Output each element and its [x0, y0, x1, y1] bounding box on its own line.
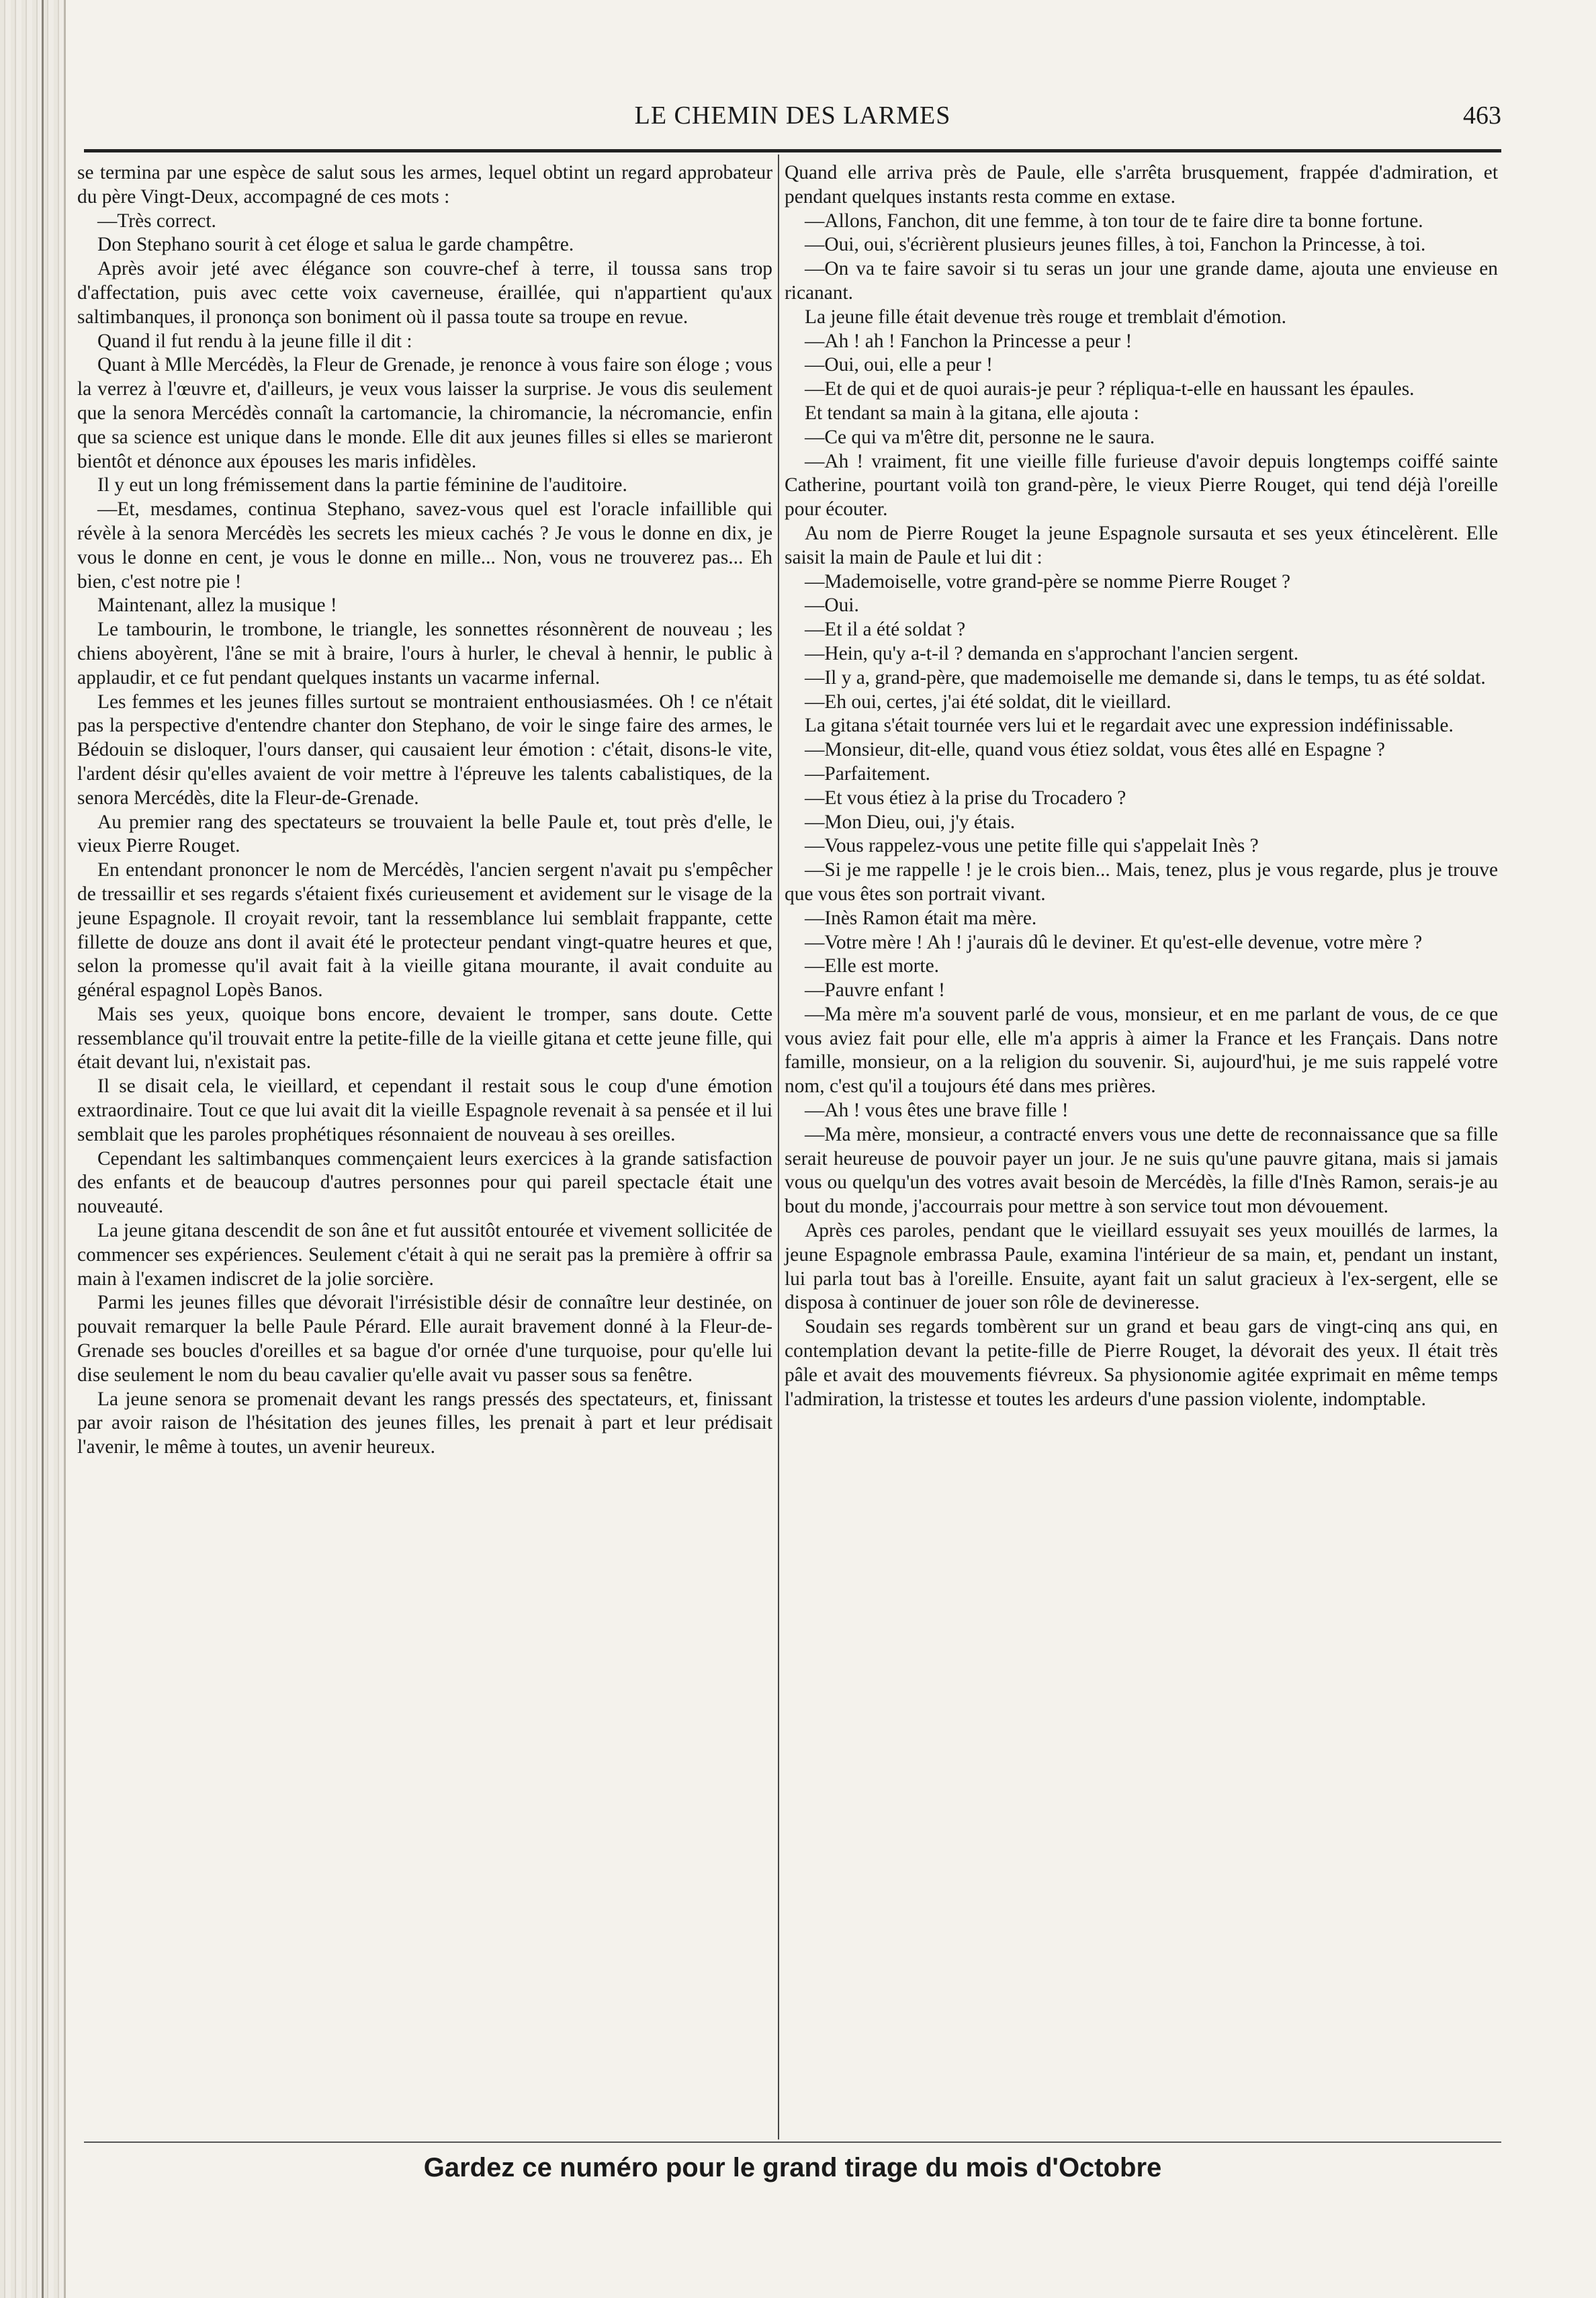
paragraph: —Allons, Fanchon, dit une femme, à ton tour de te faire dire ta bonne fortune.	[805, 210, 1423, 232]
paragraph: —Ah ! ah ! Fanchon la Princesse a peur !	[805, 330, 1133, 352]
paragraph: —On va te faire savoir si tu seras un jour une grande dame, ajouta une envieuse en ricanant.	[785, 258, 1498, 304]
paragraph: —Il y a, grand-père, que mademoiselle me demande si, dans le temps, tu as été soldat.	[805, 666, 1486, 689]
paragraph: —Pauvre enfant !	[805, 979, 945, 1002]
paragraph: Au premier rang des spectateurs se trouvaient la belle Paule et, tout près d'elle, le vieux Pierre Rouget.	[77, 811, 772, 857]
paragraph: —Ah ! vous êtes une brave fille !	[805, 1100, 1069, 1122]
running-title: LE CHEMIN DES LARMES	[634, 101, 951, 130]
footer-notice: Gardez ce numéro pour le grand tirage du mois d'Octobre	[423, 2153, 1162, 2182]
paragraph: Il se disait cela, le vieillard, et cependant il restait sous le coup d'une émotion extraordinaire. Tout ce que lui avait dit la vieille Espagnole revenait à sa pensée et il lui semblait que les paroles prophétiques résonnaient de nouveau à ses oreilles.	[77, 1075, 772, 1145]
paragraph: Le tambourin, le trombone, le triangle, les sonnettes résonnèrent de nouveau ; les chiens aboyèrent, l'âne se mit à braire, l'ours à hurler, le cheval à hennir, le public à applaudir, et ce fut pendant quelques instants un vacarme infernal.	[77, 619, 772, 689]
paragraph: Quant à Mlle Mercédès, la Fleur de Grenade, je renonce à vous faire son éloge ; vous la verrez à l'œuvre et, d'ailleurs, je veux vous laisser la surprise. Je vous dis seulement que la senora Mercédès connaît la cartomancie, la chiromancie, la nécromancie, enfin que sa science est unique dans le monde. Elle dit aux jeunes filles si elles se marieront bientôt et dénonce aux épouses les maris infidèles.	[77, 354, 772, 472]
paragraph: —Ah ! vraiment, fit une vieille fille furieuse d'avoir depuis longtemps coiffé sainte Catherine, pourtant voilà ton grand-père, le vieux Pierre Rouget, qui tend déjà l'oreille pour écouter.	[785, 450, 1498, 521]
page-binding-edge	[0, 0, 66, 2298]
paragraph: —Vous rappelez-vous une petite fille qui s'appelait Inès ?	[805, 835, 1259, 857]
paragraph: Quand il fut rendu à la jeune fille il dit :	[97, 330, 412, 352]
paragraph: se termina par une espèce de salut sous les armes, lequel obtint un regard approbateur du père Vingt-Deux, accompagné de ces mots :	[77, 162, 772, 208]
paragraph: —Monsieur, dit-elle, quand vous étiez soldat, vous êtes allé en Espagne ?	[805, 739, 1385, 761]
paragraph: —Ce qui va m'être dit, personne ne le saura.	[805, 426, 1155, 448]
paragraph: —Parfaitement.	[805, 762, 930, 785]
paragraph: —Eh oui, certes, j'ai été soldat, dit le vieillard.	[805, 691, 1171, 713]
paragraph: —Et il a été soldat ?	[805, 619, 966, 641]
header-rule	[84, 149, 1501, 152]
paragraph: —Votre mère ! Ah ! j'aurais dû le deviner. Et qu'est-elle devenue, votre mère ?	[805, 931, 1423, 953]
paragraph: —Oui.	[805, 594, 859, 617]
paragraph: —Et, mesdames, continua Stephano, savez-vous quel est l'oracle infaillible qui révèle à la senora Mercédès les secrets les mieux cachés ? Je vous le donne en dix, je vous le donne en cent, je vous le donne en mille... Non, vous ne trouverez pas... Eh bien, c'est notre pie !	[77, 498, 772, 592]
paragraph: Mais ses yeux, quoique bons encore, devaient le tromper, sans doute. Cette ressemblance qu'il trouvait entre la petite-fille de la vieille gitana et cette jeune fille, qui était devant lui, n'existait pas.	[77, 1003, 772, 1073]
page-header	[84, 101, 1501, 141]
paragraph: La jeune gitana descendit de son âne et fut aussitôt entourée et vivement sollicitée de commencer ses expériences. Seulement c'était à qui ne serait pas la première à offrir sa main à l'examen indiscret de la jolie sorcière.	[77, 1220, 772, 1290]
paragraph: Après ces paroles, pendant que le vieillard essuyait ses yeux mouillés de larmes, la jeune Espagnole embrassa Paule, examina l'intérieur de sa main, et, pendant un instant, lui parla tout bas à l'oreille. Ensuite, ayant fait un salut gracieux à l'ex-sergent, elle se disposa à continuer de jouer son rôle de devineresse.	[785, 1220, 1498, 1314]
paragraph: —Très correct.	[97, 210, 216, 232]
paragraph: Parmi les jeunes filles que dévorait l'irrésistible désir de connaître leur destinée, on pouvait remarquer la belle Paule Pérard. Elle aurait bravement donné à la Fleur-de-Grenade ses boucles d'oreilles et sa bague d'or ornée d'une turquoise, pour qu'elle lui dise seulement le nom du beau cavalier qu'elle avait vu passer sous sa fenêtre.	[77, 1292, 772, 1386]
paragraph: —Et de qui et de quoi aurais-je peur ? répliqua-t-elle en haussant les épaules.	[805, 378, 1415, 400]
left-text-column	[77, 161, 772, 1460]
paragraph: Au nom de Pierre Rouget la jeune Espagnole sursauta et ses yeux étincelèrent. Elle saisit la main de Paule et lui dit :	[785, 522, 1498, 568]
paragraph: Après avoir jeté avec élégance son couvre-chef à terre, il toussa sans trop d'affectation, puis avec cette voix caverneuse, éraillée, qui n'appartient qu'aux saltimbanques, il prononça son boniment où il passa toute sa troupe en revue.	[77, 258, 772, 328]
paragraph: —Ma mère, monsieur, a contracté envers vous une dette de reconnaissance que sa fille serait heureuse de pouvoir payer un jour. Je ne suis qu'une pauvre gitana, mais si jamais vous ou quelqu'un des votres avait besoin de Mercédès, la fille d'Inès Ramon, serais-je au bout du monde, j'accourrais pour mettre à son service tout mon dévouement.	[785, 1123, 1498, 1218]
right-text-column	[785, 161, 1498, 1411]
paragraph: —Mademoiselle, votre grand-père se nomme Pierre Rouget ?	[805, 570, 1291, 592]
paragraph: —Ma mère m'a souvent parlé de vous, monsieur, et en me parlant de vous, de ce que vous aviez fait pour elle, elle m'a appris à aimer la France et les Français. Dans notre famille, monsieur, on a la religion du souvenir. Si, aujourd'hui, je me suis rappelé votre nom, c'est qu'il a toujours été dans mes prières.	[785, 1003, 1498, 1098]
paragraph: Les femmes et les jeunes filles surtout se montraient enthousiasmées. Oh ! ce n'était pas la perspective d'entendre chanter don Stephano, de voir le singe faire des armes, le Bédouin se disloquer, l'ours danser, qui causaient leur émotion : c'était, disons-le vite, l'ardent désir qu'elles avaient de voir mettre à l'épreuve les talents cabalistiques, de la senora Mercédès, dite la Fleur-de-Grenade.	[77, 691, 772, 809]
paragraph: Maintenant, allez la musique !	[97, 594, 337, 617]
paragraph: Don Stephano sourit à cet éloge et salua le garde champêtre.	[97, 234, 574, 256]
paragraph: —Inès Ramon était ma mère.	[805, 907, 1037, 929]
footer-rule	[84, 2141, 1501, 2143]
paragraph: Quand elle arriva près de Paule, elle s'arrêta brusquement, frappée d'admiration, et pendant quelques instants resta comme en extase.	[785, 162, 1498, 208]
paragraph: La jeune senora se promenait devant les rangs pressés des spectateurs, et, finissant par avoir raison de l'hésitation des jeunes filles, les prenait à part et leur prédisait l'avenir, le même à toutes, un avenir heureux.	[77, 1388, 772, 1458]
paragraph: Cependant les saltimbanques commençaient leurs exercices à la grande satisfaction des enfants et de beaucoup d'autres personnes pour qui pareil spectacle était une nouveauté.	[77, 1147, 772, 1218]
column-divider	[778, 154, 779, 2139]
paragraph: —Elle est morte.	[805, 955, 939, 977]
paragraph: Soudain ses regards tombèrent sur un grand et beau gars de vingt-cinq ans qui, en contemplation devant la petite-fille de Pierre Rouget, la dévorait des yeux. Il était très pâle et avait des mouvements fiévreux. Sa physionomie agitée exprimait en même temps l'admiration, la tristesse et toutes les ardeurs d'une passion violente, indomptable.	[785, 1316, 1498, 1410]
paragraph: Et tendant sa main à la gitana, elle ajouta :	[805, 402, 1139, 424]
paragraph: La gitana s'était tournée vers lui et le regardait avec une expression indéfinissable.	[805, 715, 1454, 737]
paragraph: En entendant prononcer le nom de Mercédès, l'ancien sergent n'avait pu s'empêcher de tressaillir et ses regards s'étaient fixés curieusement et avidement sur le visage de la jeune Espagnole. Il croyait revoir, tant la ressemblance lui semblait frappante, cette fillette de douze ans dont il avait été le protecteur pendant vingt-quatre heures et que, selon la promesse qu'il avait fait à la vieille gitana mourante, il avait conduite au général espagnol Lopès Banos.	[77, 859, 772, 1002]
paragraph: —Oui, oui, elle a peur !	[805, 354, 993, 376]
paragraph: —Et vous étiez à la prise du Trocadero ?	[805, 787, 1126, 809]
page-number: 463	[1463, 101, 1501, 130]
paragraph: —Hein, qu'y a-t-il ? demanda en s'approchant l'ancien sergent.	[805, 642, 1299, 664]
binding-rule	[42, 0, 44, 2298]
paragraph: —Mon Dieu, oui, j'y étais.	[805, 811, 1016, 833]
paragraph: La jeune fille était devenue très rouge et tremblait d'émotion.	[805, 306, 1286, 328]
paragraph: Il y eut un long frémissement dans la partie féminine de l'auditoire.	[97, 474, 627, 496]
paragraph: —Oui, oui, s'écrièrent plusieurs jeunes filles, à toi, Fanchon la Princesse, à toi.	[805, 234, 1426, 256]
paragraph: —Si je me rappelle ! je le crois bien... Mais, tenez, plus je vous regarde, plus je trouve que vous êtes son portrait vivant.	[785, 859, 1498, 905]
